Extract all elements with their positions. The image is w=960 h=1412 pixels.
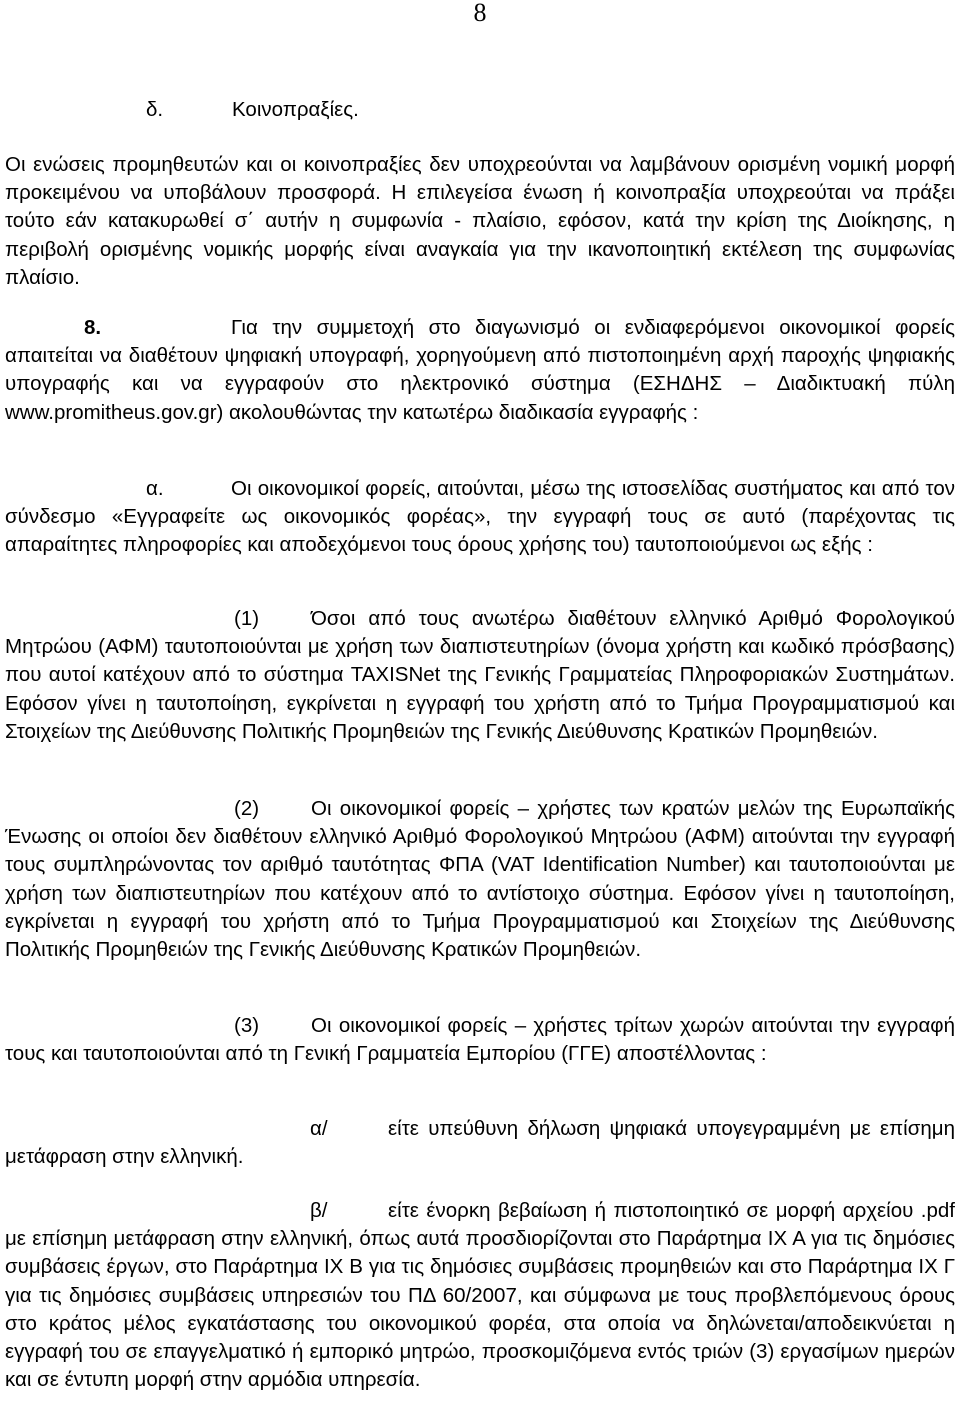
item-a-letter: α. <box>146 477 164 500</box>
sub-3-beta-text: είτε ένορκη βεβαίωση ή πιστοποιητικό σε μορφή αρχείου .pdf με επίσημη μετάφραση στην ελληνική, όπως αυτά προσδιορίζονται στο Παράρτημα ΙΧ Α για τις δημόσιες συμβάσεις έργων, στο Παράρτημα ΙΧ Β για τις δημόσιες συμβάσεις προμηθειών και στο Παράρτημα ΙΧ Γ για τις δημόσιες συμβάσεις υπηρεσιών του ΠΔ 60/2007, και σύμφωνα με τους προβλεπόμενους όρους στο κράτος μέλος εγκατάστασης του οικονομικού φορέα, στα οποία να δηλώνεται/αποδεικνύεται η εγγραφή του σε επαγγελματικό ή εμπορικό μητρώο, προσκομιζόμενα εντός τριών (3) εργασίμων ημερών και σε έντυπη μορφή στην αρμόδια υπηρεσία. <box>5 1199 955 1392</box>
item-a-indent <box>5 475 231 503</box>
section-letter: δ. <box>146 98 164 121</box>
paragraph-sub-2 <box>5 795 955 964</box>
sub-1-text: Όσοι από τους ανωτέρω διαθέτουν ελληνικό Αριθμό Φορολογικού Μητρώου (ΑΦΜ) ταυτοποιούνται με χρήση των διαπιστευτηρίων (όνομα χρήστη και κωδικό πρόσβασης) που αυτοί κατέχουν από το σύστημα TAXISNet της Γενικής Γραμματείας Πληροφοριακών Συστημάτων. Εφόσον γίνει η ταυτοποίηση, εγκρίνεται η εγγραφή του χρήστη από το Τμήμα Προγραμματισμού και Στοιχείων της Διεύθυνσης Πολιτικής Προμηθειών της Γενικής Διεύθυνσης Κρατικών Προμηθειών. <box>5 607 955 743</box>
item-8-number: 8. <box>84 316 102 339</box>
item-8-text: Για την συμμετοχή στο διαγωνισμό οι ενδιαφερόμενοι οικονομικοί φορείς απαιτείται να διαθέτουν ψηφιακή υπογραφή, χορηγούμενη από πιστοποιημένη αρχή παροχής ψηφιακής υπογραφής και να εγγραφούν στο ηλεκτρονικό σύστημα (ΕΣΗΔΗΣ – Διαδικτυακή πύλη www.promitheus.gov.gr) ακολουθώντας την κατωτέρω διαδικασία εγγραφής : <box>5 316 955 424</box>
page-number: 8 <box>473 0 487 27</box>
item-8-indent <box>5 314 231 342</box>
item-a-text: Οι οικονομικοί φορείς, αιτούνται, μέσω της ιστοσελίδας συστήματος και από τον σύνδεσμο «Εγγραφείτε ως οικονομικός φορέας», την εγγραφή τους σε αυτό (παρέχοντας τις απαραίτητες πληροφορίες και αποδεχόμενοι τους όρους χρήσης του) ταυτοποιούμενοι ως εξής : <box>5 477 955 557</box>
section-title: Κοινοπραξίες. <box>232 98 359 121</box>
sub-1-number: (1) <box>234 607 260 630</box>
paragraph-item-8 <box>5 314 955 427</box>
paragraph-consortia: Οι ενώσεις προμηθευτών και οι κοινοπραξίες δεν υποχρεούνται να λαμβάνουν ορισμένη νομική μορφή προκειμένου να υποβάλουν προσφορά. Η επιλεγείσα ένωση ή κοινοπραξία υποχρεούται να πράξει τούτο εάν κατακυρωθεί σ΄ αυτήν η συμφωνία - πλαίσιο, εφόσον, κατά την κρίση της Διοίκησης, η περιβολή ορισμένης νομικής μορφής είναι αναγκαία για την ικανοποιητική εκτέλεση της συμφωνίας πλαίσιο. <box>5 153 955 289</box>
sub-3-number: (3) <box>234 1014 260 1037</box>
paragraph-sub-3 <box>5 1012 955 1068</box>
sub-2-number: (2) <box>234 797 260 820</box>
sub-3-alpha-label: α/ <box>310 1117 328 1140</box>
paragraph-sub-1 <box>5 605 955 746</box>
paragraph-sub-3-beta <box>5 1197 955 1394</box>
sub-2-text: Οι οικονομικοί φορείς – χρήστες των κρατών μελών της Ευρωπαϊκής Ένωσης οι οποίοι δεν διαθέτουν ελληνικό Αριθμό Φορολογικού Μητρώου (ΑΦΜ) αιτούνται την εγγραφή τους συμπληρώνοντας τον αριθμό ταυτότητας ΦΠΑ (VAT Identification Number) και ταυτοποιούνται με χρήση των διαπιστευτηρίων που κατέχουν από το αντίστοιχο σύστημα. Εφόσον γίνει η ταυτοποίηση, εγκρίνεται η εγγραφή του χρήστη από το Τμήμα Προγραμματισμού και Στοιχείων της Διεύθυνσης Πολιτικής Προμηθειών της Γενικής Διεύθυνσης Κρατικών Προμηθειών. <box>5 797 955 962</box>
paragraph-sub-3-alpha <box>5 1115 955 1171</box>
sub-3-beta-label: β/ <box>310 1199 328 1222</box>
paragraph-item-a <box>5 475 955 560</box>
sub-3-text: Οι οικονομικοί φορείς – χρήστες τρίτων χωρών αιτούνται την εγγραφή τους και ταυτοποιούνται από τη Γενική Γραμματεία Εμπορίου (ΓΓΕ) αποστέλλοντας : <box>5 1014 955 1066</box>
section-heading <box>146 96 359 124</box>
sub-3-alpha-text: είτε υπεύθυνη δήλωση ψηφιακά υπογεγραμμένη με επίσημη μετάφραση στην ελληνική. <box>5 1117 955 1169</box>
